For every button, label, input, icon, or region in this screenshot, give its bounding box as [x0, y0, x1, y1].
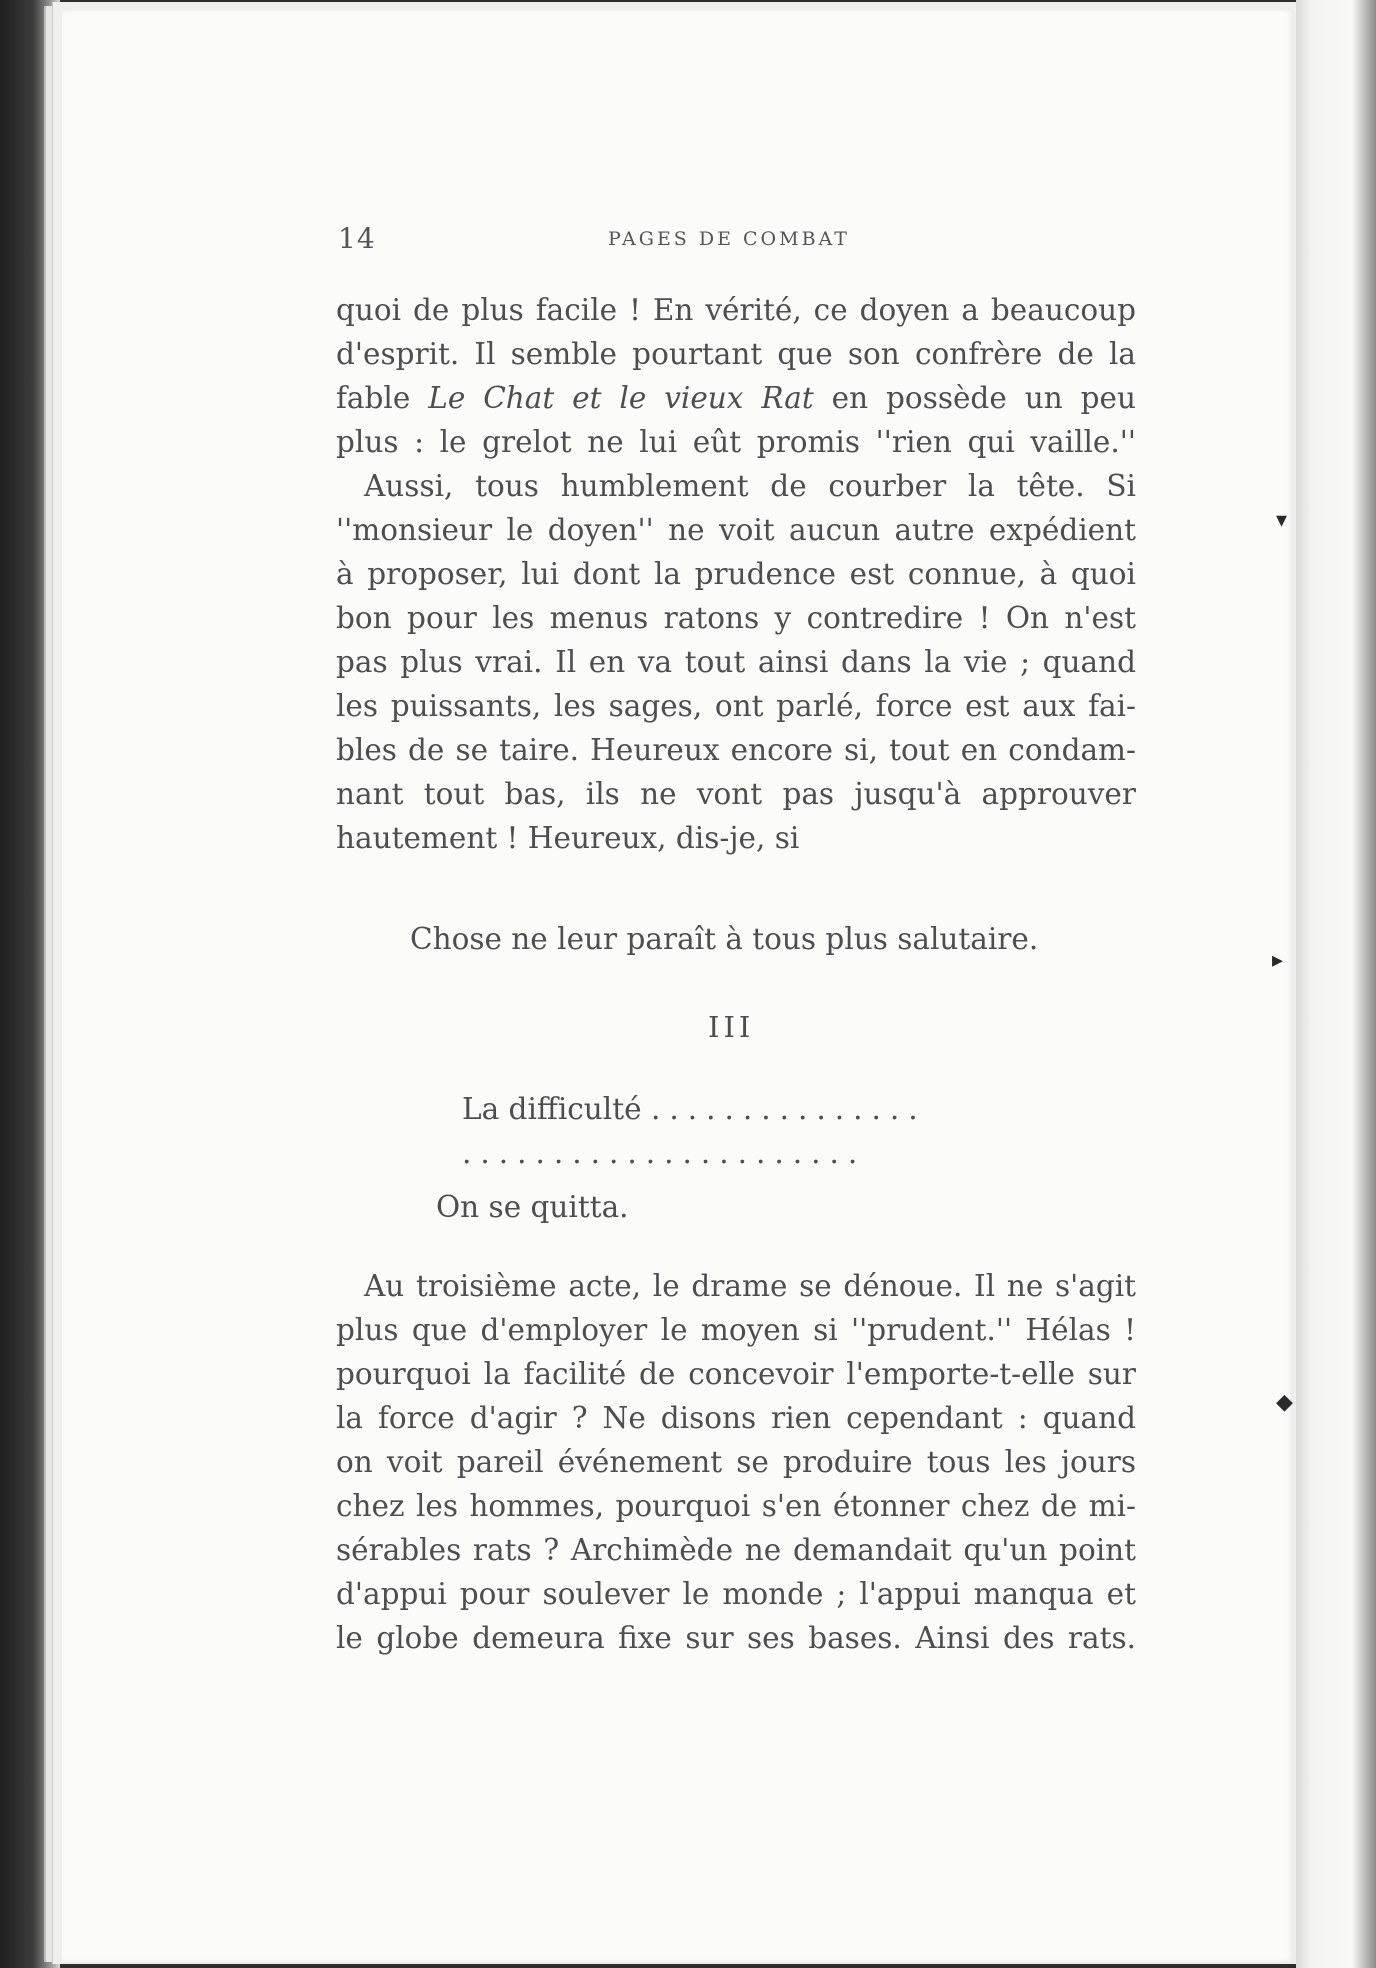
text-line: pas plus vrai. Il en va tout ainsi dans la vie ; quand — [336, 645, 1136, 679]
next-page-edge — [1296, 0, 1376, 1968]
text-line: hautement ! Heureux, dis-je, si — [336, 821, 800, 855]
text-line: Aussi, tous humblement de courber la tête. Si — [364, 469, 1136, 503]
fable-title: Le Chat et le vieux Rat — [428, 381, 814, 415]
verse-quote: Chose ne leur paraît à tous plus salutaire. — [410, 922, 1039, 956]
quote-line-1 — [462, 1092, 927, 1126]
section-number: III — [708, 1010, 755, 1044]
text-line: pourquoi la facilité de concevoir l'emporte-t-elle sur — [336, 1357, 1136, 1391]
ellipsis-dots: ............... — [650, 1092, 927, 1126]
text-line: le globe demeura fixe sur ses bases. Ainsi des rats. — [336, 1621, 1136, 1655]
text-line: d'esprit. Il semble pourtant que son confrère de la — [336, 337, 1136, 371]
running-title: PAGES DE COMBAT — [608, 228, 850, 250]
text-line: sérables rats ? Archimède ne demandait qu'un point — [336, 1533, 1136, 1567]
text-line: la force d'agir ? Ne disons rien cependant : quand — [336, 1401, 1136, 1435]
page-header — [338, 222, 1138, 255]
text-line: fable Le Chat et le vieux Rat en possède un peu — [336, 381, 1136, 415]
binding-mark: ◆ — [1276, 1390, 1293, 1415]
text-line: plus : le grelot ne lui eût promis ''rien qui vaille.'' — [336, 425, 1136, 459]
paragraph-1 — [336, 288, 1136, 860]
text-line: les puissants, les sages, ont parlé, force est aux fai- — [336, 689, 1136, 723]
text-line: quoi de plus facile ! En vérité, ce doyen a beaucoup — [336, 293, 1136, 327]
paragraph-2 — [336, 1264, 1136, 1660]
text-line: on voit pareil événement se produire tous les jours — [336, 1445, 1136, 1479]
quote-text: La difficulté — [462, 1092, 642, 1126]
quote-line-2: ...................... — [462, 1136, 867, 1170]
binding-mark: ▾ — [1276, 508, 1288, 533]
quote-line-3: On se quitta. — [436, 1190, 629, 1224]
binding-mark: ▸ — [1272, 948, 1284, 973]
text-line: à proposer, lui dont la prudence est connue, à quoi — [336, 557, 1136, 591]
text-line: bon pour les menus ratons y contredire ! On n'est — [336, 601, 1136, 635]
page-number: 14 — [338, 222, 376, 255]
text-line: d'appui pour soulever le monde ; l'appui manqua et — [336, 1577, 1136, 1611]
text-line: ''monsieur le doyen'' ne voit aucun autre expédient — [336, 513, 1136, 547]
text-line: bles de se taire. Heureux encore si, tout en condam- — [336, 733, 1136, 767]
text-line: nant tout bas, ils ne vont pas jusqu'à approuver — [336, 777, 1136, 811]
text-line: Au troisième acte, le drame se dénoue. Il ne s'agit — [364, 1269, 1136, 1303]
text-line: plus que d'employer le moyen si ''prudent.'' Hélas ! — [336, 1313, 1136, 1347]
text-line: chez les hommes, pourquoi s'en étonner chez de mi- — [336, 1489, 1136, 1523]
